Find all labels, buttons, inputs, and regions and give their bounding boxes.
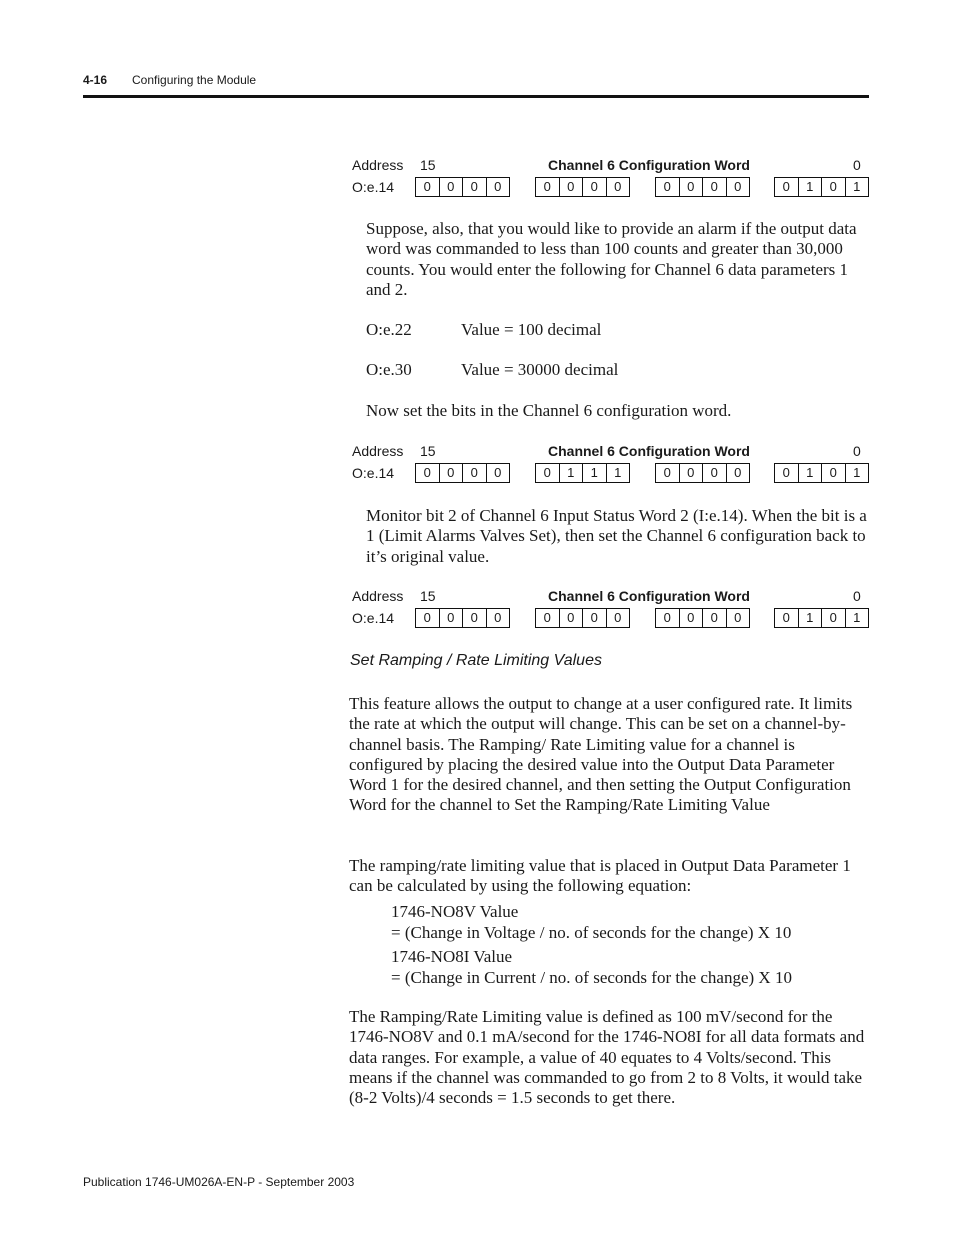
header-rule: [83, 95, 869, 98]
bit-cell: 0: [494, 179, 502, 194]
ramp-paragraph-1: This feature allows the output to change at a user configured rate. It limits the rate at which the output will change. This can be set on a channel-by-channel basis. The Ramping/ Rate Limiting value for a channel is configured by placing the desired value into the Output Data Parameter Word 1 for the desired channel, and then setting the Output Configuration Word for the channel to Set the Ramping/Rate Limiting Value: [349, 694, 853, 815]
ramp-paragraph-2: The ramping/rate limiting value that is placed in Output Data Parameter 1 can be calculated by using the following equation:: [349, 856, 851, 896]
bit-cell: 0: [656, 178, 680, 196]
bit-cell: 0: [583, 609, 607, 627]
bit-cell: 0: [822, 609, 846, 627]
bit-cell: 0: [656, 609, 680, 627]
address-value: O:e.14: [352, 610, 395, 626]
bit-cell: 0: [680, 609, 704, 627]
bit-cell: 0: [536, 464, 560, 482]
bit-cell: 0: [775, 464, 799, 482]
bit-cell: 0: [734, 610, 742, 625]
bit-nibble: [655, 463, 750, 483]
config-word-diagram-3: [352, 588, 872, 638]
config-word-title: Channel 6 Configuration Word: [548, 588, 750, 604]
address-label: Address: [352, 443, 404, 459]
bit-nibble: [774, 463, 869, 483]
bit-cell: 0: [416, 464, 440, 482]
bit-cell: 1: [614, 465, 622, 480]
bit-cell: 0: [440, 178, 464, 196]
bit-cell: 0: [822, 178, 846, 196]
set-bits-paragraph: Now set the bits in the Channel 6 configuration word.: [366, 401, 732, 420]
msb-label: 15: [420, 157, 436, 173]
bit-cell: 0: [560, 609, 584, 627]
address-value: O:e.14: [352, 179, 395, 195]
msb-label: 15: [420, 588, 436, 604]
param-value: Value = 100 decimal: [461, 320, 602, 339]
config-word-diagram-1: [352, 157, 872, 207]
bit-cell: 0: [775, 178, 799, 196]
bit-cell: 0: [614, 610, 622, 625]
lsb-label: 0: [853, 588, 861, 604]
bit-nibble: [774, 177, 869, 197]
config-word-title: Channel 6 Configuration Word: [548, 157, 750, 173]
bit-cell: 0: [440, 609, 464, 627]
bit-cell: 0: [703, 464, 727, 482]
ramp-paragraph-3: The Ramping/Rate Limiting value is defined as 100 mV/second for the 1746-NO8V and 0.1 mA/second for the 1746-NO8I for all data formats and data ranges. For example, a value of 40 equates to 4 Volts/second. This means if the channel was commanded to go from 2 to 8 Volts, it would take (8-2 Volts)/4 seconds = 1.5 seconds to get there.: [349, 1007, 865, 1108]
bit-cell: 0: [416, 178, 440, 196]
bit-cell: 1: [799, 609, 823, 627]
equation-block-no8i: [391, 946, 792, 988]
equation-block-no8v: [391, 901, 791, 943]
bit-cell: 0: [536, 178, 560, 196]
bit-cell: 0: [680, 178, 704, 196]
bit-nibble: [415, 608, 510, 628]
bit-cell: 0: [822, 464, 846, 482]
monitor-paragraph: Monitor bit 2 of Channel 6 Input Status Word 2 (I:e.14). When the bit is a 1 (Limit Alarms Valves Set), then set the Channel 6 configuration back to it’s original value.: [366, 506, 867, 566]
bit-cell: 1: [583, 464, 607, 482]
equation-formula: = (Change in Voltage / no. of seconds for the change) X 10: [391, 923, 792, 942]
param-row: [366, 360, 619, 380]
publication-footer: Publication 1746-UM026A-EN-P - September 2003: [83, 1175, 355, 1189]
bit-cell: 0: [703, 178, 727, 196]
bit-cell: 0: [440, 464, 464, 482]
bit-cell: 0: [614, 179, 622, 194]
bit-cell: 0: [656, 464, 680, 482]
bit-cell: 0: [494, 610, 502, 625]
address-label: Address: [352, 588, 404, 604]
bit-nibble: [655, 608, 750, 628]
bit-cell: 0: [560, 178, 584, 196]
equation-formula: = (Change in Current / no. of seconds for the change) X 10: [391, 968, 792, 987]
msb-label: 15: [420, 443, 436, 459]
bit-cell: 0: [775, 609, 799, 627]
param-row: [366, 320, 602, 340]
bit-cell: 0: [734, 179, 742, 194]
address-label: Address: [352, 157, 404, 173]
address-value: O:e.14: [352, 465, 395, 481]
bit-cell: 0: [463, 464, 487, 482]
bit-cell: 1: [853, 179, 861, 194]
bit-cell: 0: [680, 464, 704, 482]
bit-cell: 1: [799, 464, 823, 482]
alarm-intro-paragraph: Suppose, also, that you would like to provide an alarm if the output data word was commanded to less than 100 counts and greater than 30,000 counts. You would enter the following for Channel 6 data parameters 1 and 2.: [366, 219, 857, 299]
bit-cell: 1: [853, 610, 861, 625]
param-value: Value = 30000 decimal: [461, 360, 619, 379]
lsb-label: 0: [853, 157, 861, 173]
ramp-heading: Set Ramping / Rate Limiting Values: [350, 652, 602, 669]
config-word-title: Channel 6 Configuration Word: [548, 443, 750, 459]
bit-nibble: [415, 177, 510, 197]
page-number: 4-16: [83, 73, 108, 87]
config-word-diagram-2: [352, 443, 872, 493]
bit-cell: 1: [560, 464, 584, 482]
bit-nibble: [774, 608, 869, 628]
bit-nibble: [655, 177, 750, 197]
param-address: O:e.30: [366, 360, 412, 379]
bit-nibble: [535, 608, 630, 628]
param-address: O:e.22: [366, 320, 412, 339]
bit-cell: 1: [799, 178, 823, 196]
bit-cell: 0: [463, 178, 487, 196]
bit-nibble: [535, 463, 630, 483]
lsb-label: 0: [853, 443, 861, 459]
bit-cell: 0: [583, 178, 607, 196]
section-title: Configuring the Module: [132, 73, 257, 87]
bit-nibble: [415, 463, 510, 483]
bit-cell: 0: [734, 465, 742, 480]
equation-module: 1746-NO8I Value: [391, 947, 513, 966]
bit-cell: 1: [853, 465, 861, 480]
bit-cell: 0: [536, 609, 560, 627]
bit-cell: 0: [703, 609, 727, 627]
bit-cell: 0: [416, 609, 440, 627]
equation-module: 1746-NO8V Value: [391, 902, 519, 921]
bit-cell: 0: [463, 609, 487, 627]
bit-nibble: [535, 177, 630, 197]
bit-cell: 0: [494, 465, 502, 480]
